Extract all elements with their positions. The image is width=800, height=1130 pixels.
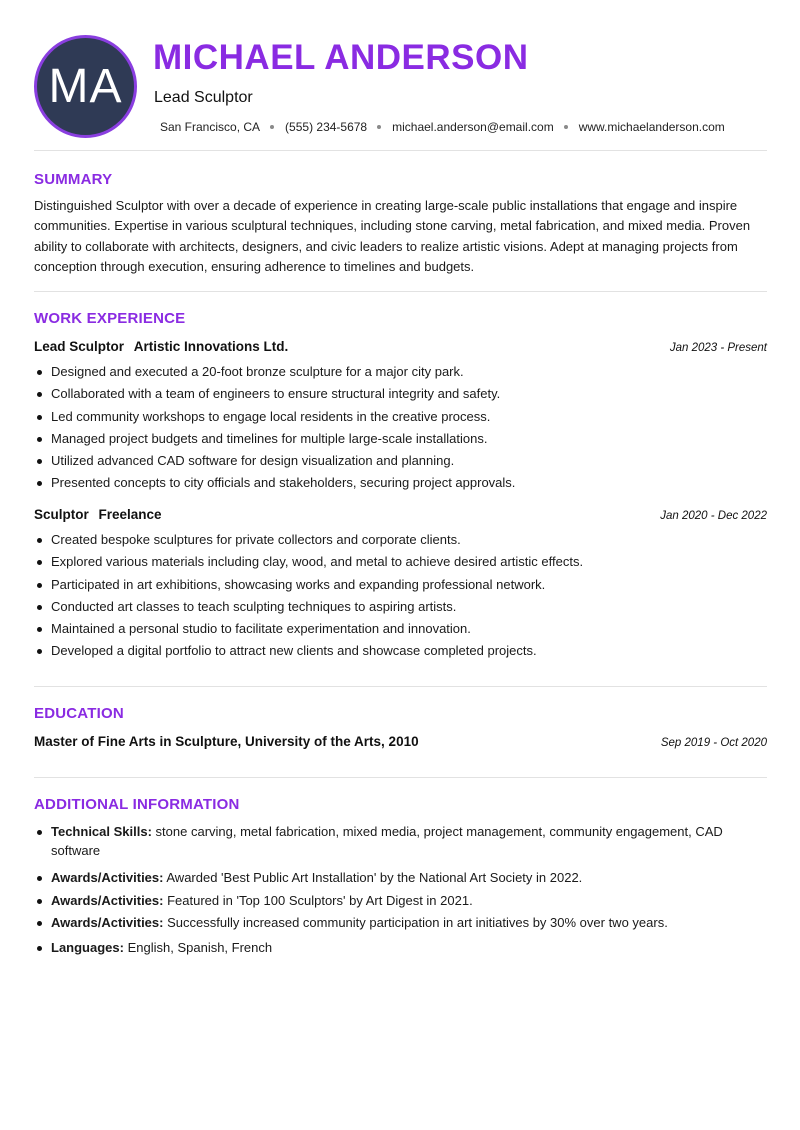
separator-dot bbox=[564, 125, 568, 129]
work-experience-heading: WORK EXPERIENCE bbox=[34, 310, 186, 327]
job-dates: Jan 2020 - Dec 2022 bbox=[660, 510, 767, 522]
item-text: Awarded 'Best Public Art Installation' by the National Art Society in 2022. bbox=[166, 870, 583, 885]
list-item: Created bespoke sculptures for private collectors and corporate clients. bbox=[34, 531, 769, 548]
section-divider bbox=[34, 291, 767, 292]
job-title bbox=[34, 507, 162, 522]
list-item bbox=[34, 913, 769, 932]
additional-info-heading: ADDITIONAL INFORMATION bbox=[34, 796, 240, 813]
resume-header bbox=[0, 0, 800, 150]
list-item: Conducted art classes to teach sculpting techniques to aspiring artists. bbox=[34, 598, 769, 615]
job-title bbox=[34, 339, 288, 354]
item-label: Awards/Activities: bbox=[51, 870, 164, 885]
job-header bbox=[34, 507, 767, 522]
job-header bbox=[34, 339, 767, 354]
section-divider bbox=[34, 686, 767, 687]
contact-email: michael.anderson@email.com bbox=[392, 120, 554, 134]
candidate-name: MICHAEL ANDERSON bbox=[153, 38, 529, 77]
item-text: stone carving, metal fabrication, mixed media, project management, community engagement, CAD software bbox=[51, 824, 723, 858]
summary-text: Distinguished Sculptor with over a decade of experience in creating large-scale public installations that engage and inspire communities. Expertise in various sculptural techniques, including stone carving, metal fabrication, and mixed media. Proven ability to collaborate with architects, designers, and civic leaders to realize artistic visions. Adept at managing projects from conception through execution, ensuring adherence to timelines and budgets. bbox=[34, 198, 751, 274]
contact-info bbox=[160, 120, 725, 134]
section-divider bbox=[34, 777, 767, 778]
item-label: Technical Skills: bbox=[51, 824, 152, 839]
separator-dot bbox=[270, 125, 274, 129]
contact-location: San Francisco, CA bbox=[160, 120, 261, 134]
education-dates: Sep 2019 - Oct 2020 bbox=[660, 737, 767, 749]
job-position: Sculptor bbox=[34, 507, 89, 522]
item-label: Awards/Activities: bbox=[51, 915, 164, 930]
item-label: Awards/Activities: bbox=[51, 893, 164, 908]
education-heading: EDUCATION bbox=[34, 705, 124, 722]
education-degree: Master of Fine Arts in Sculpture, University of the Arts, 2010 bbox=[34, 734, 419, 749]
item-text: English, Spanish, French bbox=[127, 940, 273, 955]
section-divider bbox=[34, 150, 767, 151]
list-item: Managed project budgets and timelines for multiple large-scale installations. bbox=[34, 430, 769, 447]
job-dates: Jan 2023 - Present bbox=[669, 342, 767, 354]
contact-phone: (555) 234-5678 bbox=[285, 120, 368, 134]
list-item: Maintained a personal studio to facilitate experimentation and innovation. bbox=[34, 620, 769, 637]
summary-heading: SUMMARY bbox=[34, 171, 113, 188]
avatar bbox=[34, 35, 137, 138]
list-item: Designed and executed a 20-foot bronze sculpture for a major city park. bbox=[34, 363, 769, 380]
list-item: Led community workshops to engage local residents in the creative process. bbox=[34, 408, 769, 425]
list-item: Collaborated with a team of engineers to ensure structural integrity and safety. bbox=[34, 385, 769, 402]
avatar-initials: MA bbox=[48, 60, 123, 113]
job-company: Artistic Innovations Ltd. bbox=[133, 339, 289, 354]
item-text: Successfully increased community participation in art initiatives by 30% over two years. bbox=[167, 915, 668, 930]
list-item bbox=[34, 822, 769, 860]
list-item bbox=[34, 891, 769, 910]
list-item: Developed a digital portfolio to attract new clients and showcase completed projects. bbox=[34, 642, 769, 659]
job-bullets bbox=[34, 363, 769, 497]
item-label: Languages: bbox=[51, 940, 124, 955]
item-text: Featured in 'Top 100 Sculptors' by Art Digest in 2021. bbox=[167, 893, 473, 908]
list-item: Utilized advanced CAD software for design visualization and planning. bbox=[34, 452, 769, 469]
separator-dot bbox=[377, 125, 381, 129]
additional-info-list bbox=[34, 822, 769, 965]
job-company: Freelance bbox=[98, 507, 162, 522]
list-item: Explored various materials including clay, wood, and metal to achieve desired artistic effects. bbox=[34, 553, 769, 570]
job-position: Lead Sculptor bbox=[34, 339, 125, 354]
list-item bbox=[34, 938, 769, 957]
candidate-role: Lead Sculptor bbox=[154, 89, 253, 106]
education-entry bbox=[34, 734, 767, 749]
list-item bbox=[34, 868, 769, 887]
list-item: Participated in art exhibitions, showcasing works and expanding professional network. bbox=[34, 576, 769, 593]
contact-website: www.michaelanderson.com bbox=[578, 120, 725, 134]
list-item: Presented concepts to city officials and stakeholders, securing project approvals. bbox=[34, 474, 769, 491]
job-bullets bbox=[34, 531, 769, 665]
